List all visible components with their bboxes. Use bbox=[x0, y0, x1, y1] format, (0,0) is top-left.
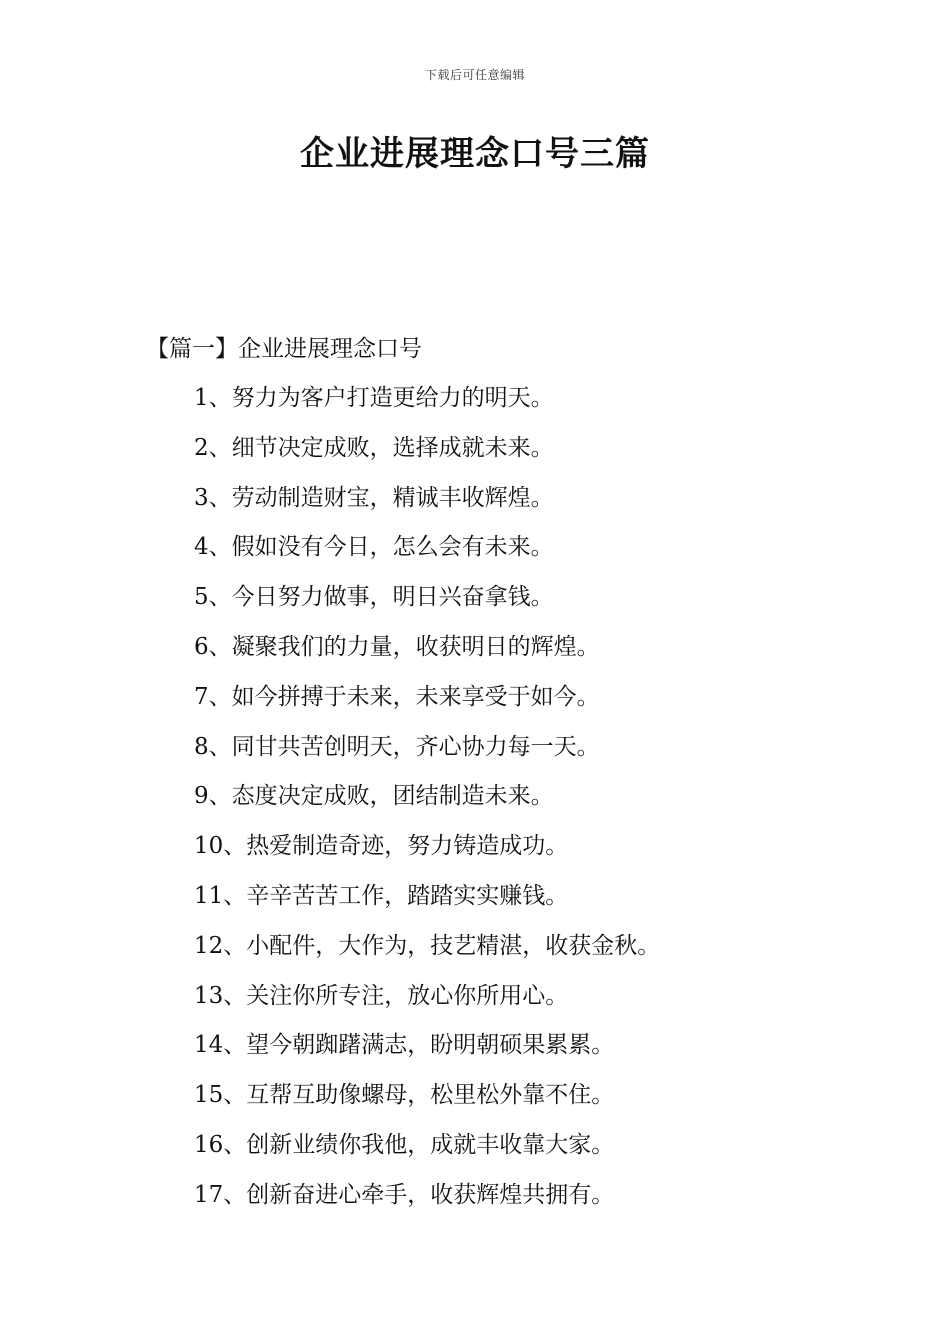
page-title: 企业进展理念口号三篇 bbox=[300, 134, 650, 174]
list-item: 8、同甘共苦创明天，齐心协力每一天。 bbox=[194, 733, 600, 760]
list-item: 3、劳动制造财宝，精诚丰收辉煌。 bbox=[194, 484, 554, 511]
list-item: 11、辛辛苦苦工作，踏踏实实赚钱。 bbox=[194, 882, 569, 909]
list-item: 5、今日努力做事，明日兴奋拿钱。 bbox=[194, 584, 554, 611]
list-item: 10、热爱制造奇迹，努力铸造成功。 bbox=[194, 833, 569, 860]
slogan-list bbox=[194, 381, 660, 1228]
list-item: 9、态度决定成败，团结制造未来。 bbox=[194, 783, 554, 810]
list-item: 4、假如没有今日，怎么会有未来。 bbox=[194, 534, 554, 561]
list-item: 2、细节决定成败，选择成就未来。 bbox=[194, 434, 554, 461]
list-item: 17、创新奋进心牵手，收获辉煌共拥有。 bbox=[194, 1181, 615, 1208]
list-item: 13、关注你所专注，放心你所用心。 bbox=[194, 982, 569, 1009]
list-item: 6、凝聚我们的力量，收获明日的辉煌。 bbox=[194, 633, 600, 660]
list-item: 12、小配件，大作为，技艺精湛，收获金秋。 bbox=[194, 932, 661, 959]
section-heading: 【篇一】企业进展理念口号 bbox=[146, 336, 422, 362]
list-item: 16、创新业绩你我他，成就丰收靠大家。 bbox=[194, 1131, 615, 1158]
header-note: 下载后可任意编辑 bbox=[424, 68, 525, 82]
list-item: 14、望今朝踟躇满志，盼明朝硕果累累。 bbox=[194, 1032, 615, 1059]
list-item: 1、努力为客户打造更给力的明天。 bbox=[194, 385, 554, 411]
list-item: 15、互帮互助像螺母，松里松外靠不住。 bbox=[194, 1082, 615, 1109]
list-item: 7、如今拼搏于未来，未来享受于如今。 bbox=[194, 683, 600, 710]
